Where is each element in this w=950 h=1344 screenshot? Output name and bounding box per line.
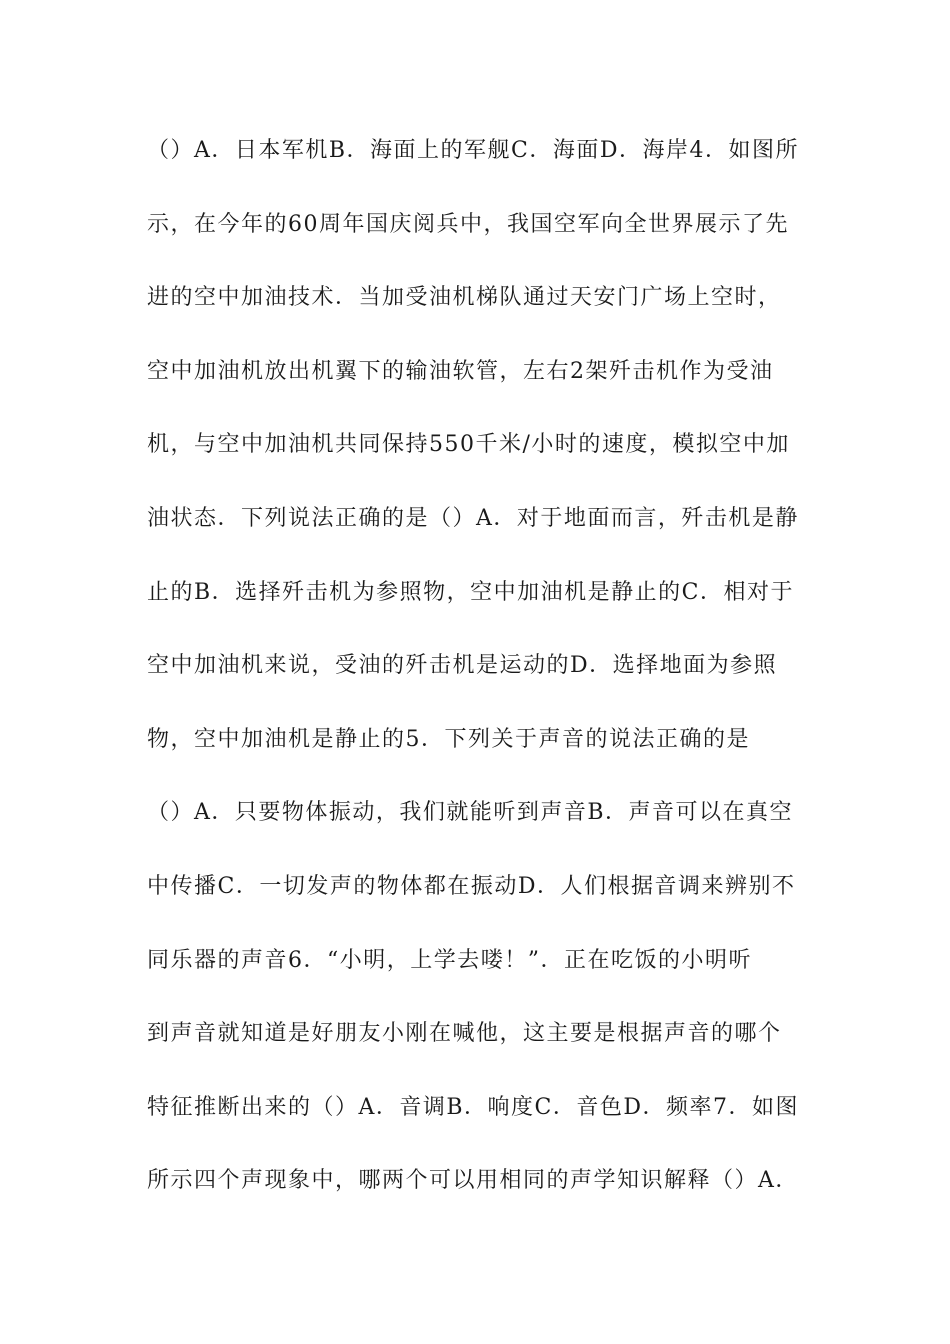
text-line: 到声音就知道是好朋友小刚在喊他，这主要是根据声音的哪个	[147, 1021, 782, 1047]
text-line: 物，空中加油机是静止的5．下列关于声音的说法正确的是	[147, 726, 750, 752]
text-line: 中传播C．一切发声的物体都在振动D．人们根据音调来辨别不	[147, 873, 796, 899]
text-line: 止的B．选择歼击机为参照物，空中加油机是静止的C．相对于	[147, 579, 795, 605]
text-line: 特征推断出来的（）A．音调B．响度C．音色D．频率7．如图	[147, 1094, 800, 1120]
body-text	[147, 128, 807, 1232]
text-line: 同乐器的声音6．“小明，上学去喽！”．正在吃饭的小明听	[147, 947, 752, 973]
text-line: 机，与空中加油机共同保持550千米/小时的速度，模拟空中加	[147, 432, 790, 458]
text-line: 所示四个声现象中，哪两个可以用相同的声学知识解释（）A．	[147, 1168, 799, 1194]
text-line: 油状态．下列说法正确的是（）A．对于地面而言，歼击机是静	[147, 505, 799, 531]
text-line: 空中加油机来说，受油的歼击机是运动的D．选择地面为参照	[147, 653, 778, 679]
text-line: （）A．日本军机B．海面上的军舰C．海面D．海岸4．如图所	[147, 138, 800, 163]
text-line: 示，在今年的60周年国庆阅兵中，我国空军向全世界展示了先	[147, 211, 789, 237]
text-line: 空中加油机放出机翼下的输油软管，左右2架歼击机作为受油	[147, 358, 774, 384]
text-line: 进的空中加油技术．当加受油机梯队通过天安门广场上空时，	[147, 285, 782, 311]
text-line: （）A．只要物体振动，我们就能听到声音B．声音可以在真空	[147, 800, 794, 826]
